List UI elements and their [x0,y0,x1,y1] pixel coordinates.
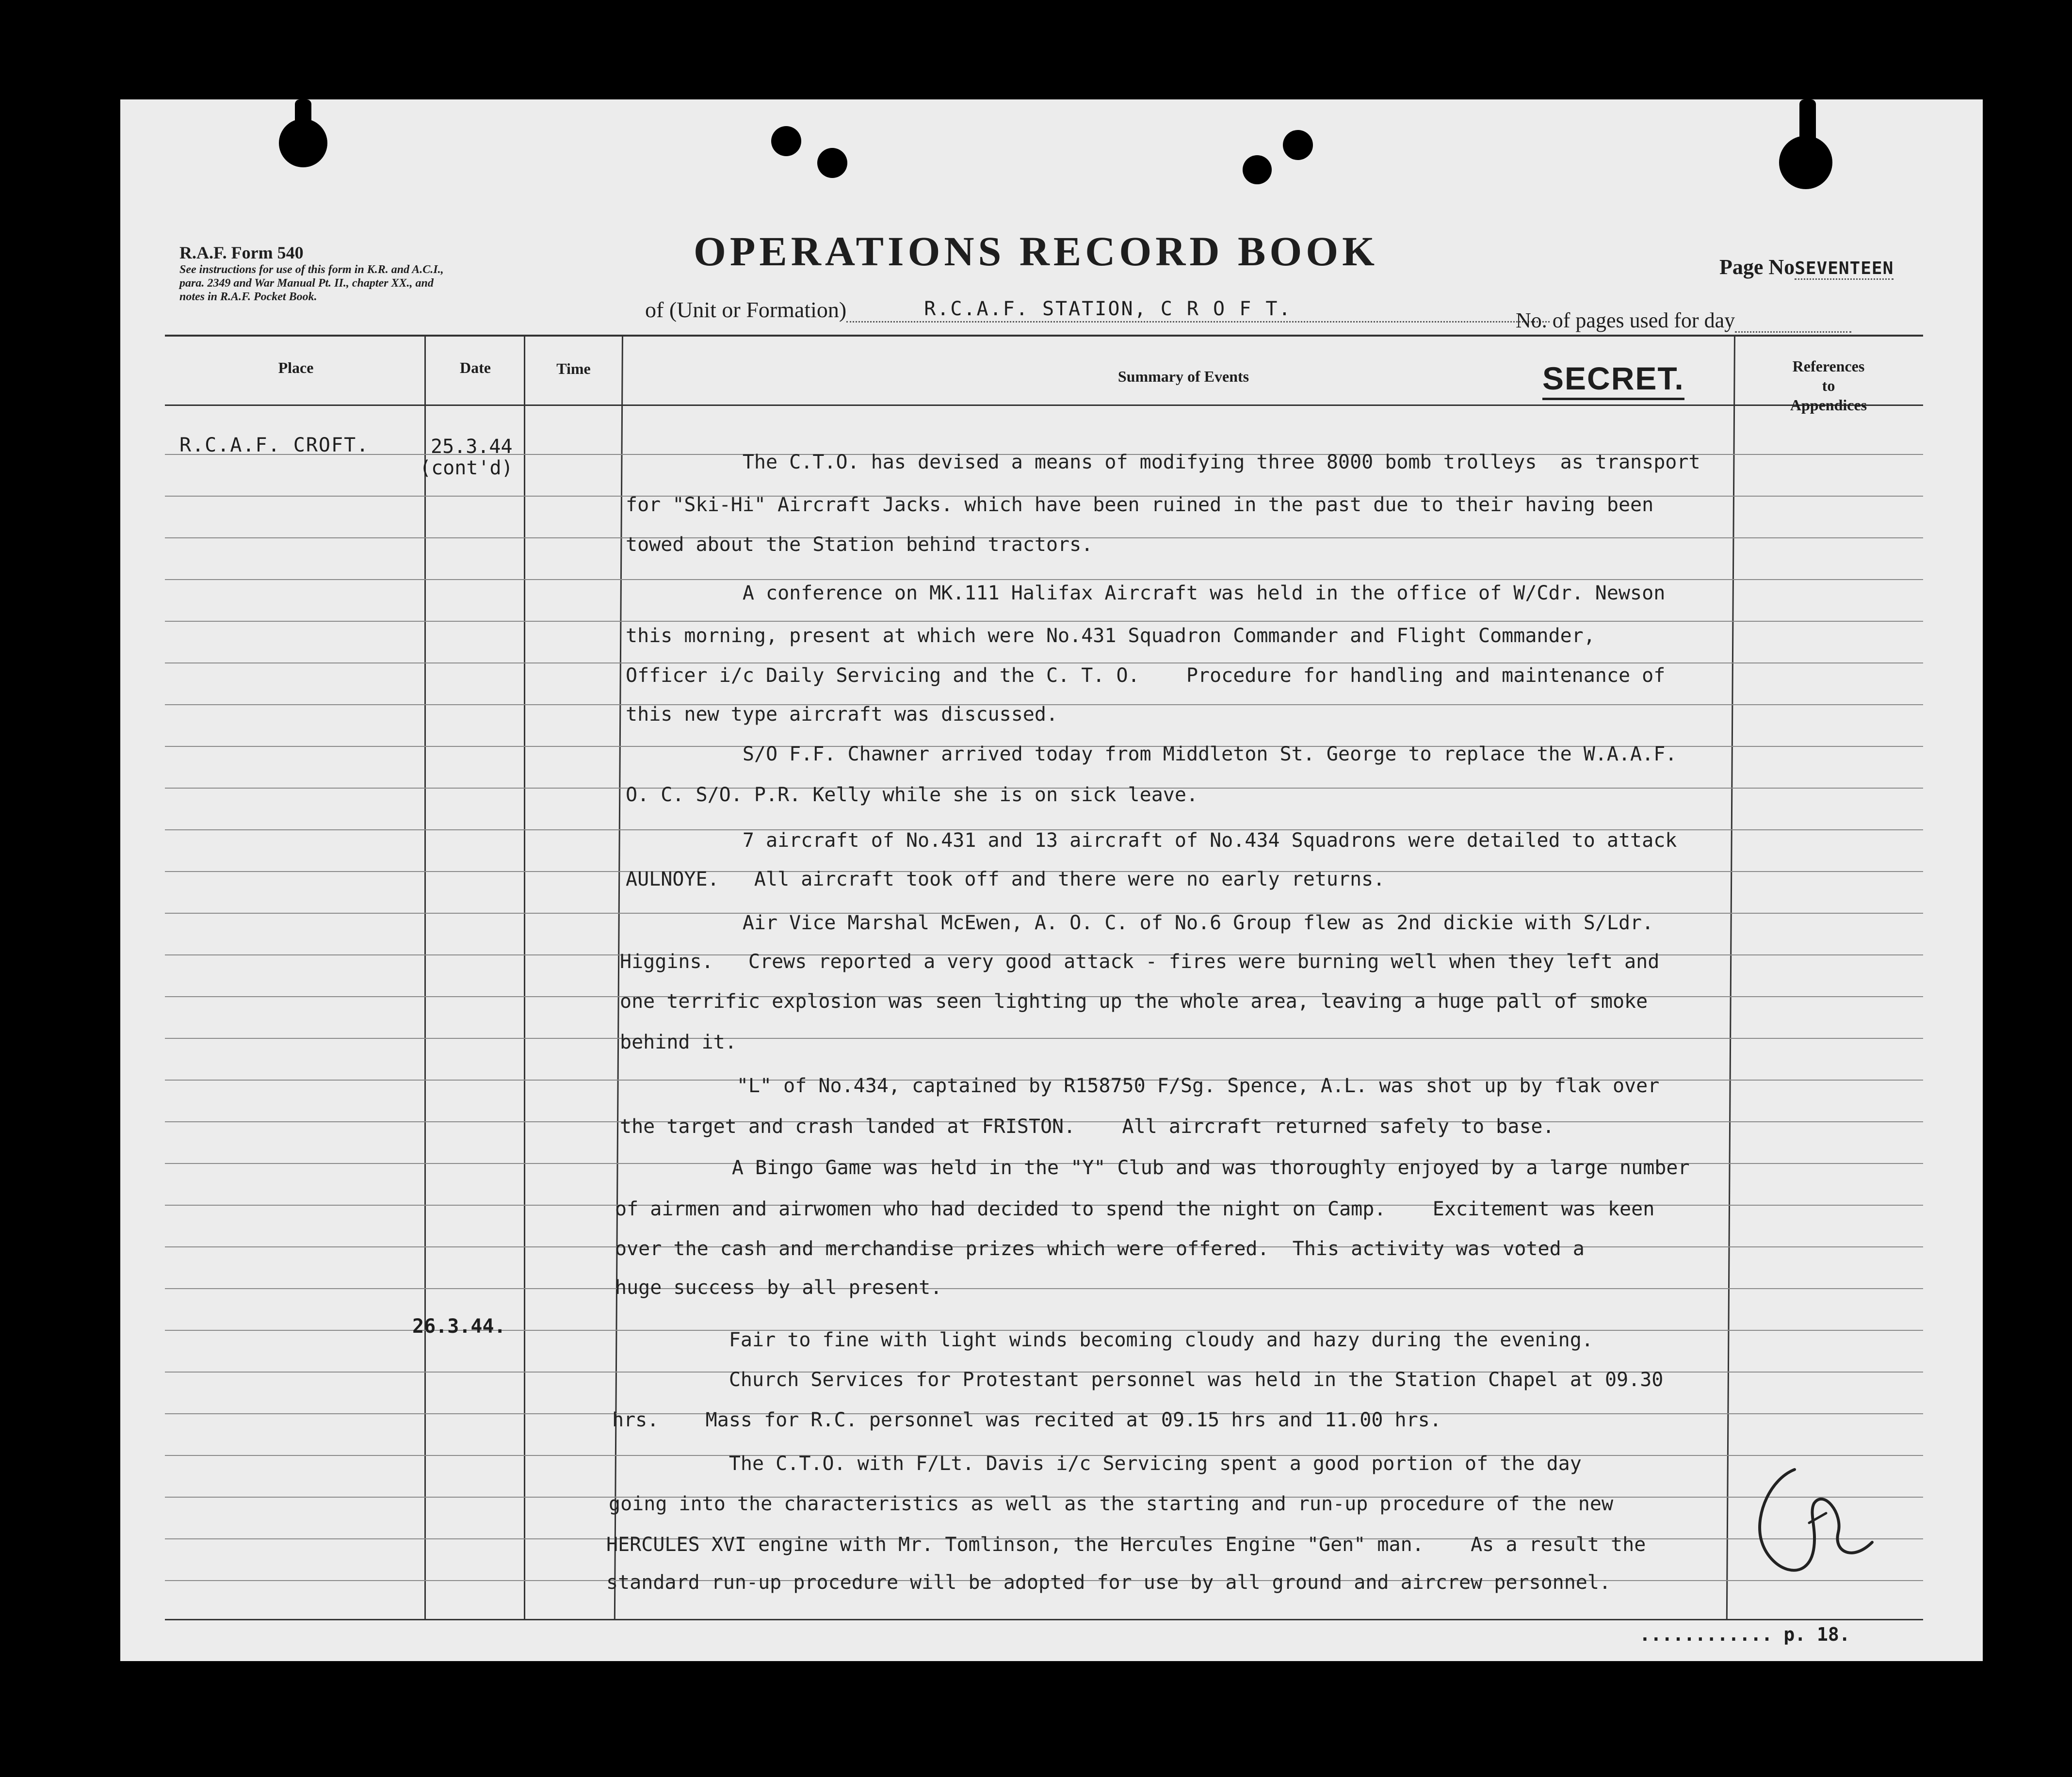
summary-line: "L" of No.434, captained by R158750 F/Sg. Spence, A.L. was shot up by flak over [620,1075,1660,1097]
summary-line: going into the characteristics as well as the starting and run-up procedure of the new [609,1493,1614,1515]
summary-line: Church Services for Protestant personnel was held in the Station Chapel at 09.30 [612,1369,1664,1391]
date-cell: (cont'd) [420,457,513,479]
summary-line: 7 aircraft of No.431 and 13 aircraft of No.434 Squadrons were detailed to attack [626,829,1677,852]
summary-line: towed about the Station behind tractors. [626,533,1093,556]
place-cell: R.C.A.F. CROFT. [179,434,370,456]
form-name: R.A.F. Form 540 [179,243,304,262]
continuation-note: ............ p. 18. [1639,1624,1850,1645]
summary-line: HERCULES XVI engine with Mr. Tomlinson, the Hercules Engine "Gen" man. As a result the [606,1534,1646,1556]
unit-value: R.C.A.F. STATION, C R O F T. [924,298,1292,320]
ruled-line [165,662,1923,663]
page-number-value: SEVENTEEN [1795,258,1894,280]
summary-line: over the cash and merchandise prizes which were offered. This activity was voted a [615,1238,1585,1260]
unit-field [645,297,1550,323]
summary-line: A conference on MK.111 Halifax Aircraft was held in the office of W/Cdr. Newson [626,582,1666,604]
date-cell: 25.3.44 [431,436,513,458]
column-divider [524,335,525,1620]
ruled-line [165,579,1923,580]
table-top-rule [165,335,1923,337]
punch-hole [1283,130,1313,160]
summary-line: hrs. Mass for R.C. personnel was recited at 09.15 hrs and 11.00 hrs. [612,1409,1441,1431]
summary-line: The C.T.O. with F/Lt. Davis i/c Servicing spent a good portion of the day [612,1453,1582,1475]
summary-line: this new type aircraft was discussed. [626,703,1058,726]
ruled-line [165,1288,1923,1289]
column-header-references [1736,356,1921,415]
summary-line: Higgins. Crews reported a very good attack - fires were burning well when they left and [620,951,1660,973]
summary-line: one terrific explosion was seen lighting up the whole area, leaving a huge pall of smoke [620,990,1648,1013]
security-classification: SECRET. [1542,360,1684,400]
references-header-line: References [1792,357,1865,375]
summary-line: huge success by all present. [615,1276,942,1299]
summary-line: of airmen and airwomen who had decided to spend the night on Camp. Excitement was keen [615,1198,1655,1220]
ruled-line [165,621,1923,622]
summary-line: O. C. S/O. P.R. Kelly while she is on sick leave. [626,784,1198,806]
summary-line: The C.T.O. has devised a means of modifying three 8000 bomb trolleys as transport [626,451,1700,473]
unit-label: of (Unit or Formation) [645,297,847,322]
summary-line: Officer i/c Daily Servicing and the C. T. O. Procedure for handling and maintenance of [626,664,1666,687]
references-header-line: to [1822,377,1835,394]
page-title: OPERATIONS RECORD BOOK [694,228,1378,275]
pages-used-field [1516,308,1851,333]
column-header-place: Place [278,359,314,376]
form-instruction-line: notes in R.A.F. Pocket Book. [179,291,317,303]
page-number [1719,255,1894,279]
page-number-label: Page No [1719,255,1795,279]
header-bottom-rule [165,404,1923,406]
summary-line: A Bingo Game was held in the "Y" Club and was thoroughly enjoyed by a large number [615,1157,1690,1179]
punch-hole [1243,155,1272,184]
summary-line: behind it. [620,1031,737,1053]
punch-hole [771,126,801,156]
table-bottom-rule [165,1619,1923,1620]
summary-line: AULNOYE. All aircraft took off and there were no early returns. [626,868,1385,890]
summary-line: Air Vice Marshal McEwen, A. O. C. of No.6 Group flew as 2nd dickie with S/Ldr. [626,912,1654,934]
summary-line: S/O F.F. Chawner arrived today from Middleton St. George to replace the W.A.A.F. [626,743,1677,765]
references-header-line: Appendices [1790,396,1867,414]
summary-line: Fair to fine with light winds becoming cloudy and hazy during the evening. [612,1329,1593,1351]
summary-line: for "Ski-Hi" Aircraft Jacks. which have been ruined in the past due to their having been [626,494,1654,516]
column-header-time: Time [556,360,591,377]
summary-line: standard run-up procedure will be adopted for use by all ground and aircrew personnel. [606,1571,1611,1594]
signature-mark [1741,1460,1887,1605]
ruled-line [165,1038,1923,1039]
punch-hole [1799,99,1816,145]
column-header-summary: Summary of Events [1117,368,1249,385]
date-cell: 26.3.44. [412,1315,506,1338]
punch-hole [817,148,847,178]
column-divider [424,335,426,1620]
punch-hole [295,99,311,129]
summary-line: the target and crash landed at FRISTON. All aircraft returned safely to base. [620,1115,1554,1138]
form-instruction-line: See instructions for use of this form in K.R. and A.C.I., [179,263,444,276]
column-header-date: Date [460,359,491,376]
form-instruction-line: para. 2349 and War Manual Pt. II., chapter XX., and [179,277,434,290]
summary-line: this morning, present at which were No.431 Squadron Commander and Flight Commander, [626,625,1595,647]
pages-used-label: No. of pages used for day [1516,308,1735,332]
